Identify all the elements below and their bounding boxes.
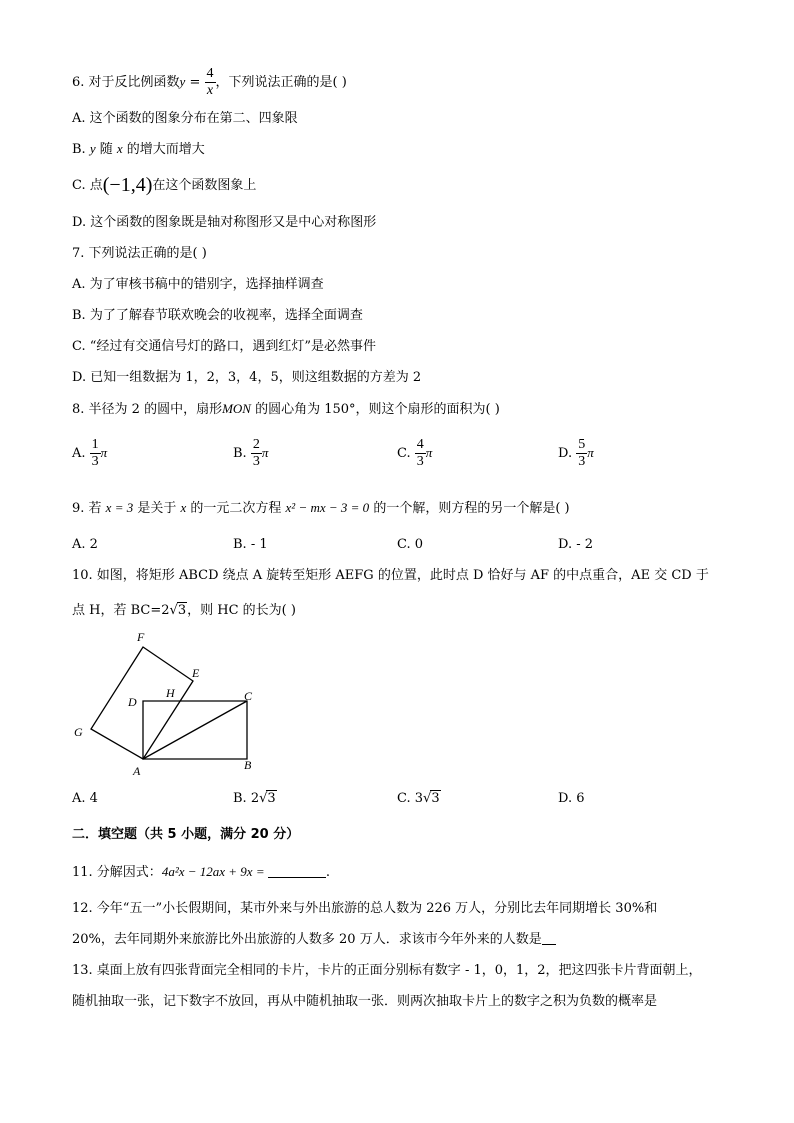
label-f: F	[137, 630, 145, 644]
q11-expression: 4a²x − 12ax + 9x =	[161, 864, 268, 879]
q9-option-b: B. - 1	[233, 537, 268, 552]
q11-prefix: 11. 分解因式：	[72, 865, 162, 880]
q6-option-a: A. 这个函数的图象分布在第二、四象限	[72, 111, 298, 126]
q7-stem: 7. 下列说法正确的是( )	[72, 246, 207, 261]
label-a: A	[133, 764, 141, 778]
q10-stem-line2: 点 H，若 BC=2√3，则 HC 的长为( )	[72, 603, 296, 618]
q12-line1: 12. 今年“五一”小长假期间，某市外来与外出旅游的总人数为 226 万人，分别比去年同期增长 30%和	[72, 901, 658, 916]
q6-stem-prefix: 6. 对于反比例函数	[72, 75, 180, 90]
q6-b-x: x	[116, 141, 123, 156]
q6-stem-suffix: ，下列说法正确的是( )	[215, 75, 347, 90]
q8-option-b	[233, 437, 268, 470]
q8-a-label: A.	[72, 446, 86, 461]
q9-option-a: A. 2	[72, 537, 98, 552]
q7-option-d: D. 已知一组数据为 1，2，3，4，5，则这组数据的方差为 2	[72, 370, 422, 385]
q7-option-a: A. 为了审核书稿中的错别字，选择抽样调查	[72, 277, 324, 292]
q6-b-y: y	[89, 141, 96, 156]
label-b: B	[244, 758, 252, 772]
q10-option-d: D. 6	[558, 791, 585, 806]
label-h: H	[166, 686, 175, 700]
q8-stem-suffix: 的圆心角为 150°，则这个扇形的面积为( )	[250, 402, 500, 417]
q6-option-b	[72, 140, 205, 159]
q8-d-label: D.	[558, 446, 573, 461]
q9-stem	[72, 499, 570, 518]
q6-func-eq: =	[185, 75, 205, 90]
q8-option-a	[72, 437, 107, 470]
q6-fraction-den: x	[206, 83, 214, 98]
q6-option-d: D. 这个函数的图象既是轴对称图形又是中心对称图形	[72, 215, 377, 230]
q9-option-c: C. 0	[397, 537, 424, 552]
q10-line2-sqrt: 3	[177, 603, 187, 618]
rect-aefg	[91, 647, 193, 759]
q12-line2	[72, 931, 556, 949]
q10-c-text: C. 3	[397, 791, 424, 806]
q8-c-pi: π	[425, 445, 433, 460]
q6-c-suffix: 在这个函数图象上	[152, 178, 257, 193]
q8-b-pi: π	[261, 445, 269, 460]
q8-a-num: 1	[91, 437, 99, 452]
q10-c-sqrt: 3	[431, 791, 440, 806]
q10-option-b: B. 2√3	[233, 791, 276, 806]
q10-stem-line1: 10. 如图，将矩形 ABCD 绕点 A 旋转至矩形 AEFG 的位置，此时点 D 恰好与 AF 的中点重合，AE 交 CD 于	[72, 568, 709, 583]
q6-func-y: y	[179, 74, 186, 89]
q8-a-fraction	[90, 437, 101, 470]
q10-line2-suffix: ，则 HC 的长为( )	[187, 603, 296, 618]
q6-option-c	[72, 176, 256, 195]
q8-b-label: B.	[233, 446, 247, 461]
q10-b-sqrt: 3	[267, 791, 276, 806]
q8-c-den: 3	[416, 454, 424, 469]
q8-c-label: C.	[397, 446, 411, 461]
q8-a-den: 3	[91, 454, 99, 469]
q8-d-pi: π	[587, 445, 594, 460]
diagonal-ac	[143, 701, 247, 759]
q6-fraction-num: 4	[206, 66, 214, 81]
q9-option-d: D. - 2	[558, 537, 594, 552]
q6-c-prefix: C. 点	[72, 178, 103, 193]
q8-stem	[72, 400, 500, 419]
q6-b-prefix: B.	[72, 142, 90, 157]
label-g: G	[74, 725, 83, 739]
label-e: E	[192, 666, 200, 680]
q12-answer-blank[interactable]	[542, 932, 556, 945]
label-c: C	[244, 689, 253, 703]
q7-option-c: C. “经过有交通信号灯的路口，遇到红灯”是必然事件	[72, 339, 377, 354]
q9-stem-prefix: 9. 若	[72, 501, 106, 516]
q8-stem-prefix: 8. 半径为 2 的圆中，扇形	[72, 402, 223, 417]
q9-stem-mid1: 是关于	[133, 501, 181, 516]
q11-suffix: .	[325, 865, 330, 880]
q9-variable: x	[180, 500, 187, 515]
q11-stem	[72, 863, 330, 882]
q9-condition: x = 3	[105, 500, 134, 515]
q6-b-suffix: 的增大而增大	[122, 142, 205, 157]
q10-line2-prefix: 点 H，若 BC=2	[72, 603, 170, 618]
q8-b-num: 2	[252, 437, 260, 452]
label-d: D	[128, 695, 137, 709]
q6-b-mid: 随	[95, 142, 117, 157]
q8-d-num: 5	[578, 437, 586, 452]
q8-sector-name: MON	[222, 401, 251, 416]
q8-c-fraction	[415, 437, 426, 470]
q8-d-fraction	[576, 437, 587, 470]
q9-stem-suffix: 的一个解，则方程的另一个解是( )	[369, 501, 570, 516]
q11-answer-blank[interactable]	[268, 865, 326, 878]
q10-option-c: C. 3√3	[397, 791, 440, 806]
q10-option-a: A. 4	[72, 791, 98, 806]
q8-option-c	[397, 437, 432, 470]
q13-line2: 随机抽取一张，记下数字不放回，再从中随机抽取一张．则两次抽取卡片上的数字之积为负数的概率是	[72, 994, 658, 1009]
q8-option-d	[558, 437, 594, 470]
q7-option-b: B. 为了了解春节联欢晚会的收视率，选择全面调查	[72, 308, 363, 323]
q6-c-point: (−1,4)	[102, 174, 153, 196]
q8-b-fraction	[251, 437, 262, 470]
q9-equation: x² − mx − 3 = 0	[285, 500, 370, 515]
q8-a-pi: π	[100, 445, 108, 460]
q8-d-den: 3	[578, 454, 586, 469]
q10-figure	[66, 628, 276, 780]
q6-stem	[72, 66, 347, 99]
q13-line1: 13. 桌面上放有四张背面完全相同的卡片，卡片的正面分别标有数字 - 1，0，1，2，把这四张卡片背面朝上，	[72, 963, 702, 978]
q6-fraction	[205, 66, 216, 99]
section2-heading: 二．填空题（共 5 小题，满分 20 分）	[72, 827, 300, 842]
q9-stem-mid2: 的一元二次方程	[186, 501, 286, 516]
q8-c-num: 4	[416, 437, 424, 452]
q8-b-den: 3	[252, 454, 260, 469]
q12-line2-text: 20%，去年同期外来旅游比外出旅游的人数多 20 万人．求该市今年外来的人数是	[72, 932, 542, 947]
q10-b-text: B. 2	[233, 791, 260, 806]
